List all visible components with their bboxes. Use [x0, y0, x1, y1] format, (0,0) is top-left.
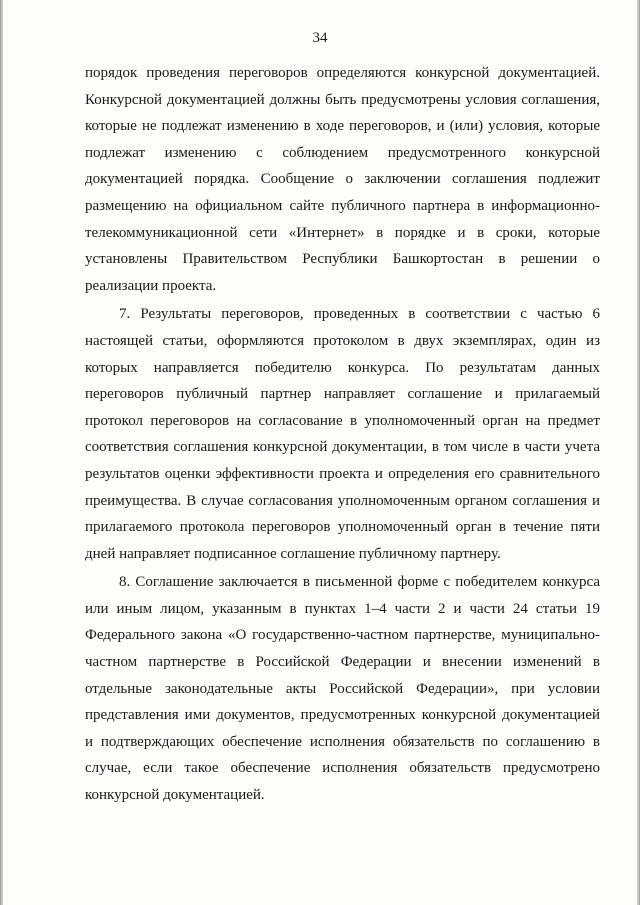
- page-edge-left: [0, 0, 3, 905]
- paragraph-item-8: 8. Соглашение заключается в письменной форме с победителем конкурса или иным лицом, указанным в пунктах 1–4 части 2 и части 24 статьи 19 Федерального закона «О государственно-частном партнерстве, муниципально-частном партнерстве в Российской Федерации и внесении изменений в отдельные законодательные акты Российской Федерации», при условии представления ими документов, предусмотренных конкурсной документацией и подтверждающих обеспечение исполнения обязательств по соглашению в случае, если такое обеспечение исполнения обязательств предусмотрено конкурсной документацией.: [85, 574, 600, 804]
- page-number: 34: [312, 30, 328, 46]
- paragraph-continuation: порядок проведения переговоров определяются конкурсной документацией. Конкурсной документацией должны быть предусмотрены условия соглашения, которые не подлежат изменению в ходе переговоров, и (или) условия, которые подлежат изменению с соблюдением предусмотренного конкурсной документацией порядка. Сообщение о заключении соглашения подлежит размещению на официальном сайте публичного партнера в информационно-телекоммуникационной сети «Интернет» в порядке и в сроки, которые установлены Правительством Республики Башкортостан в решении о реализации проекта.: [85, 65, 600, 294]
- document-body: [85, 60, 600, 809]
- paragraph-item-7: 7. Результаты переговоров, проведенных в соответствии с частью 6 настоящей статьи, оформляются протоколом в двух экземплярах, один из которых направляется победителю конкурса. По результатам данных переговоров публичный партнер направляет соглашение и прилагаемый протокол переговоров на согласование в уполномоченный орган на предмет соответствия соглашения конкурсной документации, в том числе в части учета результатов оценки эффективности проекта и определения его сравнительного преимущества. В случае согласования уполномоченным органом соглашения и прилагаемого протокола переговоров уполномоченный орган в течение пяти дней направляет подписанное соглашение публичному партнеру.: [85, 306, 600, 562]
